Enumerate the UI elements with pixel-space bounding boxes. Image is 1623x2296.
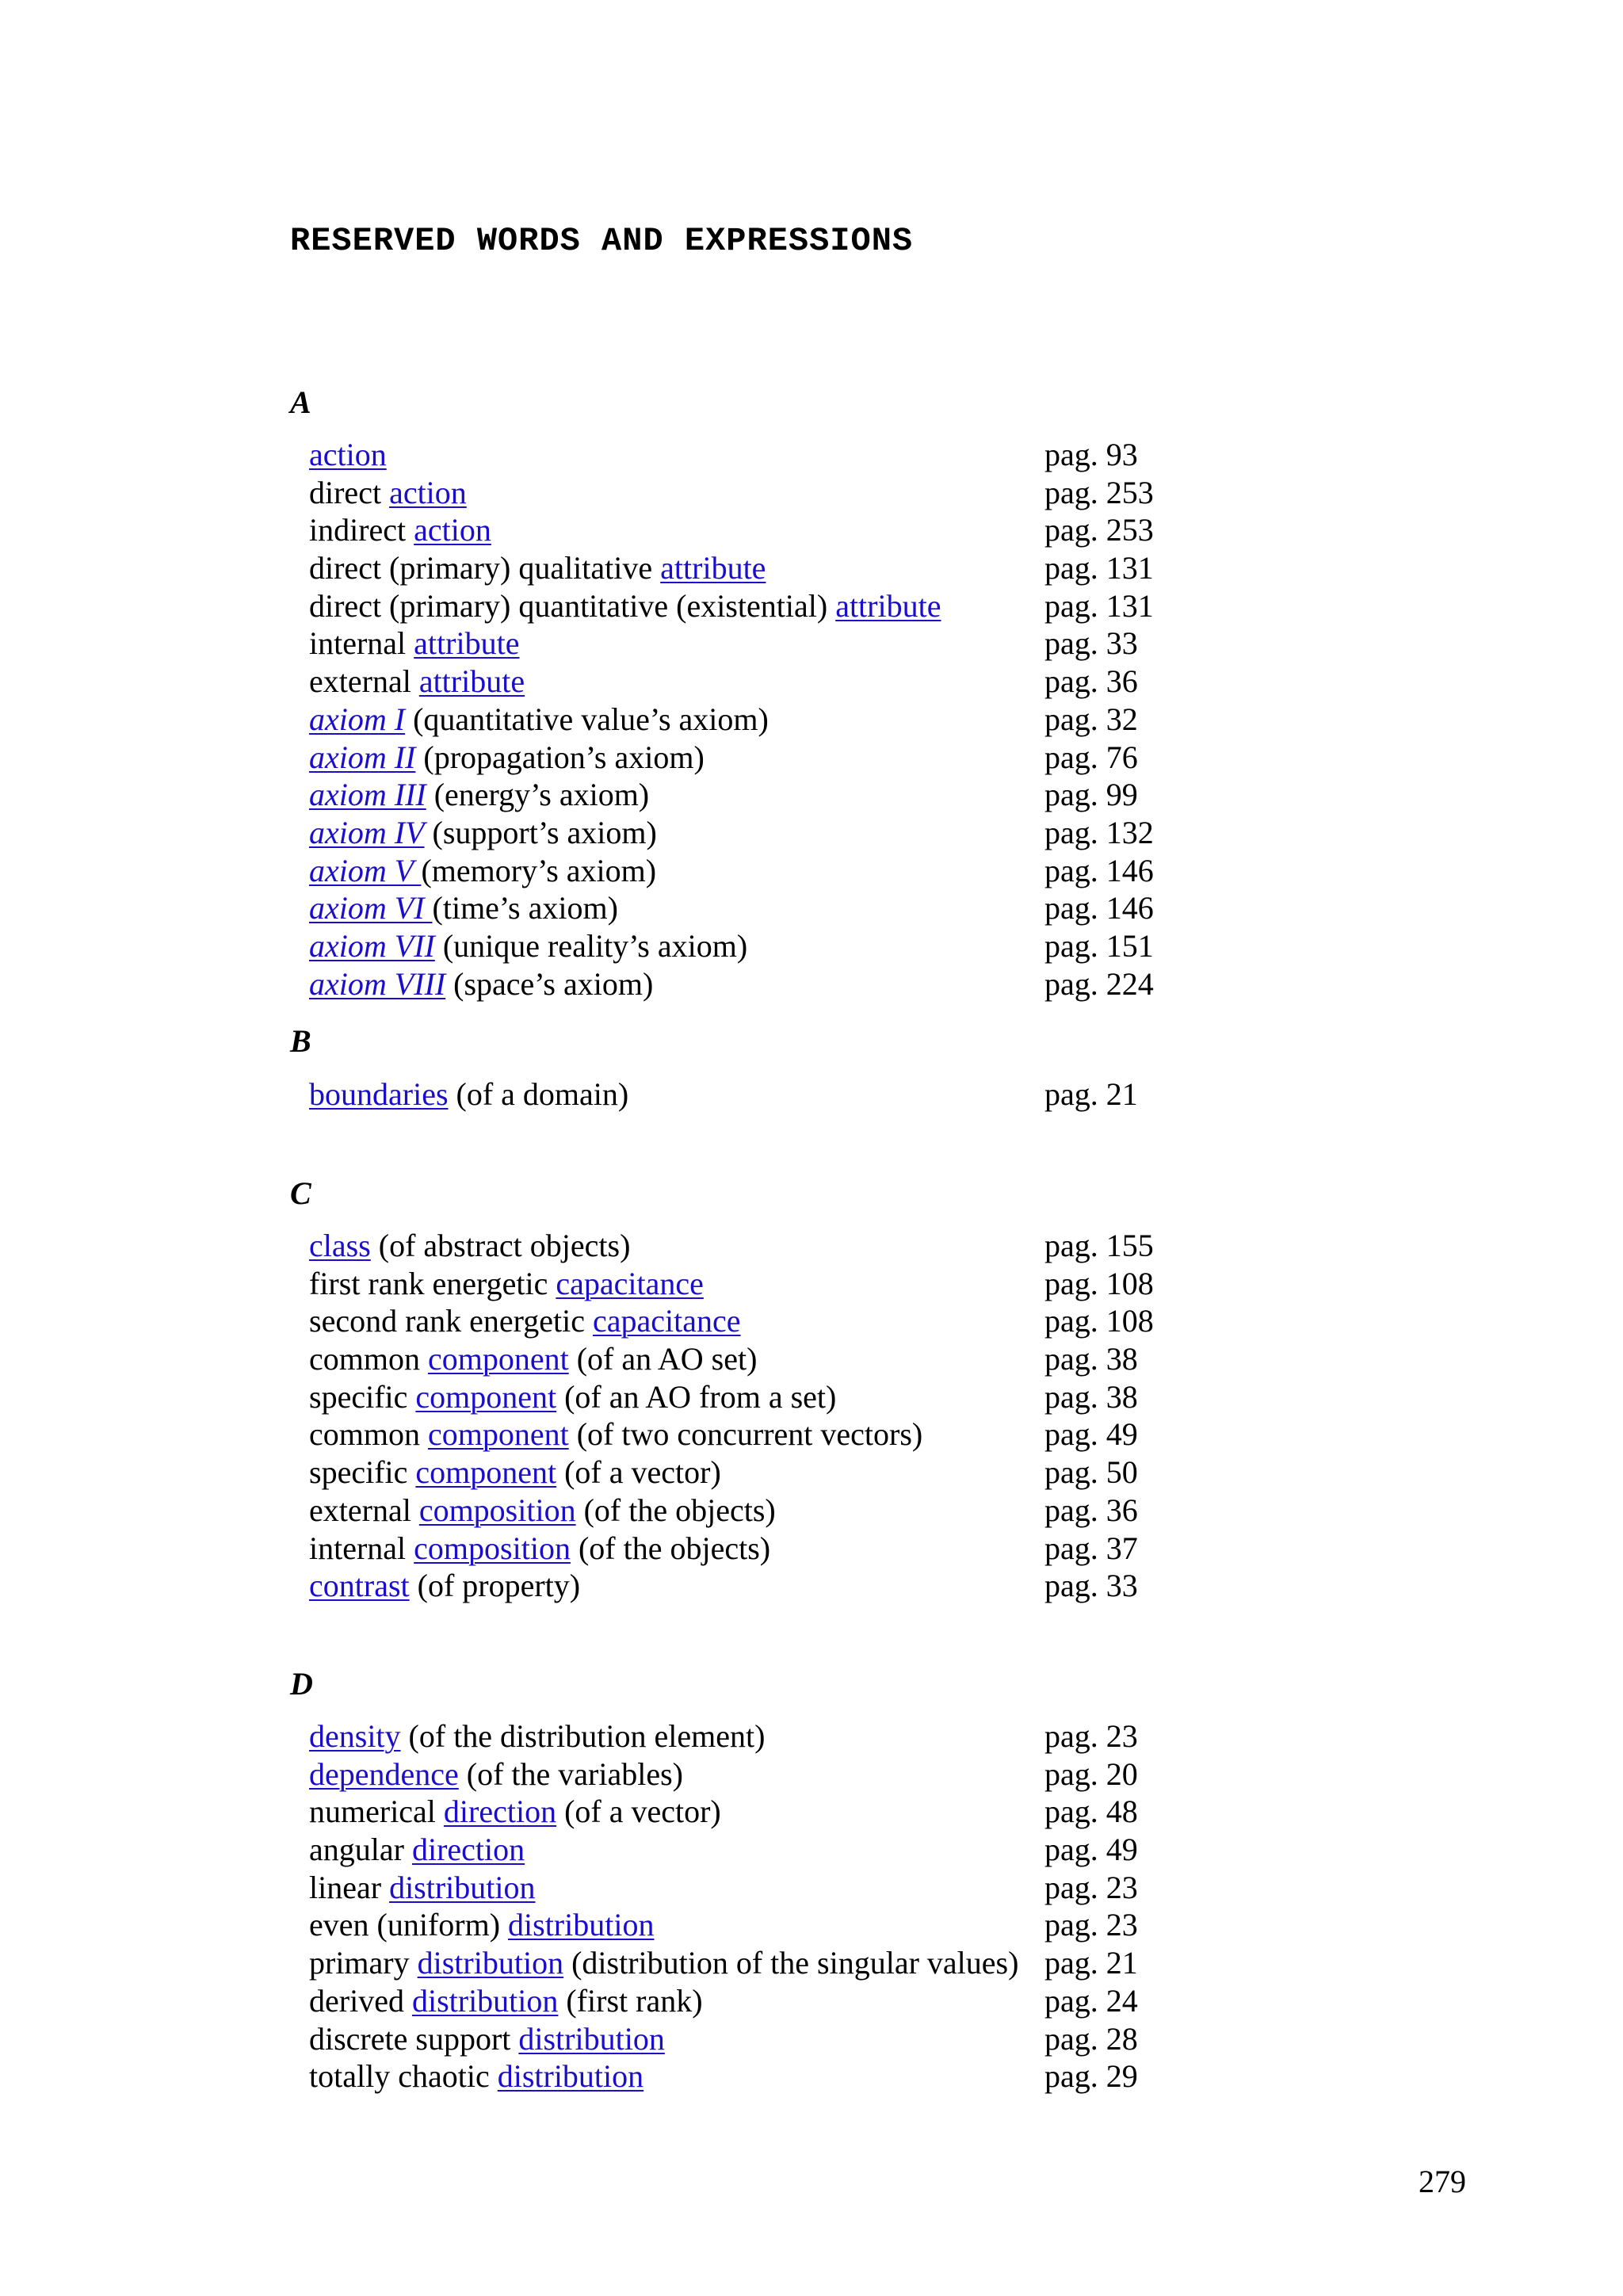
term-link[interactable]: component <box>427 1416 569 1453</box>
page-reference: pag. 108 <box>1044 1265 1154 1301</box>
index-entry <box>309 1492 1220 1530</box>
page-reference: pag. 36 <box>1044 663 1138 700</box>
page-title: RESERVED WORDS AND EXPRESSIONS <box>290 222 914 260</box>
index-term <box>309 889 618 927</box>
page-reference: pag. 24 <box>1044 1982 1138 2019</box>
term-text: linear <box>309 1869 390 1905</box>
page-reference: pag. 23 <box>1044 1869 1138 1905</box>
page-reference: pag. 23 <box>1044 1718 1138 1754</box>
index-term <box>309 1454 721 1492</box>
index-entry <box>309 927 1220 965</box>
index-term <box>309 1869 536 1907</box>
index-entry <box>309 511 1220 549</box>
term-link[interactable]: axiom II <box>309 739 416 775</box>
term-link[interactable]: composition <box>414 1530 571 1566</box>
term-link[interactable]: distribution <box>389 1869 536 1905</box>
term-text: internal <box>309 625 414 662</box>
term-link[interactable]: component <box>415 1454 557 1491</box>
term-text: (of a vector) <box>556 1454 721 1491</box>
term-text: discrete support <box>309 2020 519 2057</box>
index-entry <box>309 1755 1220 1794</box>
term-link[interactable]: component <box>415 1378 557 1415</box>
index-term <box>309 511 491 549</box>
index-entry <box>309 1454 1220 1492</box>
index-term <box>309 1793 721 1831</box>
term-link[interactable]: axiom VII <box>309 927 435 964</box>
index-term <box>309 965 653 1003</box>
section-letter-c: C <box>290 1175 311 1211</box>
term-link[interactable]: density <box>309 1718 401 1754</box>
term-text: totally chaotic <box>309 2058 498 2095</box>
index-term <box>309 1415 922 1454</box>
index-term <box>309 1378 836 1416</box>
page-reference: pag. 76 <box>1044 739 1138 775</box>
index-entry <box>309 776 1220 814</box>
index-entry <box>309 1378 1220 1416</box>
index-term <box>309 1492 776 1530</box>
page-reference: pag. 155 <box>1044 1228 1154 1263</box>
term-link[interactable]: contrast <box>309 1568 410 1604</box>
index-term <box>309 814 657 852</box>
index-entry <box>309 1567 1220 1605</box>
section-letter-a: A <box>290 384 311 420</box>
page-reference: pag. 151 <box>1044 927 1154 964</box>
index-term <box>309 549 766 587</box>
index-entry <box>309 587 1220 625</box>
page-reference: pag. 21 <box>1044 1076 1138 1112</box>
term-text: (of two concurrent vectors) <box>568 1416 923 1453</box>
section-a-entries <box>309 436 1220 1003</box>
index-entry <box>309 889 1220 927</box>
term-link[interactable]: distribution <box>497 2058 644 2095</box>
term-link[interactable]: attribute <box>414 625 520 662</box>
term-link[interactable]: axiom I <box>309 701 406 737</box>
index-term <box>309 1906 654 1944</box>
term-link[interactable]: capacitance <box>593 1303 741 1339</box>
page-reference: pag. 20 <box>1044 1755 1138 1792</box>
page-reference: pag. 253 <box>1044 512 1154 548</box>
term-text: (first rank) <box>558 1982 703 2019</box>
term-text: (distribution of the singular values) <box>563 1945 1019 1981</box>
page-reference: pag. 131 <box>1044 587 1154 624</box>
section-b-entries <box>309 1075 1220 1114</box>
index-entry <box>309 1869 1220 1907</box>
term-text: (of the objects) <box>570 1530 771 1566</box>
term-link[interactable]: axiom VIII <box>309 965 446 1002</box>
term-text: (of the variables) <box>458 1755 683 1792</box>
term-text: (memory’s axiom) <box>421 852 657 888</box>
term-text: (propagation’s axiom) <box>415 739 705 775</box>
index-term <box>309 1944 1018 1982</box>
page-reference: pag. 37 <box>1044 1530 1138 1566</box>
term-text: internal <box>309 1530 414 1566</box>
term-text: external <box>309 1492 419 1528</box>
index-term <box>309 2020 665 2058</box>
index-entry <box>309 1265 1220 1303</box>
page-reference: pag. 32 <box>1044 701 1138 737</box>
page-number: 279 <box>1419 2164 1466 2199</box>
term-link[interactable]: boundaries <box>309 1076 449 1112</box>
term-text: second rank energetic <box>309 1303 593 1339</box>
term-text: derived <box>309 1982 412 2019</box>
term-text: (of a vector) <box>556 1794 721 1830</box>
term-link[interactable]: capacitance <box>556 1265 704 1301</box>
term-text: even (uniform) <box>309 1907 509 1943</box>
term-text: (of an AO from a set) <box>556 1378 837 1415</box>
index-term <box>309 1227 630 1265</box>
index-term <box>309 701 769 739</box>
page-reference: pag. 108 <box>1044 1303 1154 1339</box>
index-entry <box>309 2020 1220 2058</box>
term-link[interactable]: axiom V <box>309 852 422 888</box>
section-letter-b: B <box>290 1023 311 1059</box>
index-entry <box>309 852 1220 890</box>
page-reference: pag. 132 <box>1044 814 1154 850</box>
page-reference: pag. 93 <box>1044 437 1138 472</box>
index-entry <box>309 1415 1220 1454</box>
index-term <box>309 1717 765 1755</box>
index-entry <box>309 1302 1220 1340</box>
term-text: external <box>309 663 419 700</box>
term-text: first rank energetic <box>309 1265 556 1301</box>
index-term <box>309 1567 580 1605</box>
page-reference: pag. 33 <box>1044 1568 1138 1604</box>
term-text: (of a domain) <box>448 1076 629 1112</box>
term-text: indirect <box>309 512 414 548</box>
term-text: common <box>309 1341 428 1377</box>
index-term <box>309 852 656 890</box>
term-text: primary <box>309 1945 418 1981</box>
index-entry <box>309 739 1220 777</box>
term-text: (unique reality’s axiom) <box>434 927 748 964</box>
index-entry <box>309 1793 1220 1831</box>
page-reference: pag. 146 <box>1044 852 1154 888</box>
term-link[interactable]: direction <box>443 1794 557 1830</box>
term-link[interactable]: action <box>389 474 467 510</box>
index-term <box>309 739 705 777</box>
term-text: direct <box>309 474 390 510</box>
term-text: specific <box>309 1378 416 1415</box>
term-link[interactable]: axiom VI <box>309 890 433 926</box>
term-text: (support’s axiom) <box>424 814 657 850</box>
index-entry <box>309 1530 1220 1568</box>
index-term <box>309 776 649 814</box>
term-text: (of an AO set) <box>568 1341 758 1377</box>
index-term <box>309 474 467 512</box>
page-reference: pag. 99 <box>1044 777 1138 813</box>
term-text: direct (primary) quantitative (existential) <box>309 587 836 624</box>
term-link[interactable]: distribution <box>508 1907 655 1943</box>
term-text: (quantitative value’s axiom) <box>405 701 769 737</box>
page-reference: pag. 36 <box>1044 1492 1138 1528</box>
term-text: angular <box>309 1832 412 1868</box>
index-term <box>309 625 519 663</box>
index-entry <box>309 1227 1220 1265</box>
term-text: (of the distribution element) <box>400 1718 766 1754</box>
index-term <box>309 663 525 701</box>
page-reference: pag. 21 <box>1044 1945 1138 1981</box>
term-link[interactable]: action <box>414 512 491 548</box>
index-entry <box>309 1717 1220 1755</box>
section-c-entries <box>309 1227 1220 1605</box>
index-entry <box>309 965 1220 1003</box>
term-link[interactable]: component <box>427 1341 569 1377</box>
index-entry <box>309 814 1220 852</box>
term-text: (energy’s axiom) <box>426 777 650 813</box>
page-reference: pag. 253 <box>1044 474 1154 510</box>
page-reference: pag. 49 <box>1044 1416 1138 1453</box>
index-term <box>309 1302 741 1340</box>
index-entry <box>309 1340 1220 1378</box>
index-term <box>309 1530 770 1568</box>
term-link[interactable]: attribute <box>660 550 766 586</box>
term-text: (of abstract objects) <box>370 1228 631 1263</box>
page-reference: pag. 38 <box>1044 1378 1138 1415</box>
term-text: (space’s axiom) <box>445 965 654 1002</box>
index-entry <box>309 1982 1220 2020</box>
term-link[interactable]: direction <box>411 1832 525 1868</box>
index-entry <box>309 625 1220 663</box>
index-entry <box>309 701 1220 739</box>
page-reference: pag. 33 <box>1044 625 1138 662</box>
section-d-entries <box>309 1717 1220 2095</box>
index-term <box>309 1982 703 2020</box>
term-link[interactable]: distribution <box>518 2020 665 2057</box>
index-entry <box>309 1944 1220 1982</box>
index-entry <box>309 436 1220 474</box>
index-entry <box>309 1075 1220 1114</box>
page-reference: pag. 224 <box>1044 965 1154 1002</box>
term-link[interactable]: attribute <box>418 663 525 700</box>
term-text: specific <box>309 1454 416 1491</box>
term-link[interactable]: distribution <box>411 1982 559 2019</box>
term-link[interactable]: dependence <box>309 1755 459 1792</box>
term-link[interactable]: axiom III <box>309 777 426 813</box>
term-text: direct (primary) qualitative <box>309 550 661 586</box>
page-reference: pag. 29 <box>1044 2058 1138 2095</box>
index-entry <box>309 1831 1220 1869</box>
index-term <box>309 2057 643 2095</box>
index-entry <box>309 663 1220 701</box>
page-reference: pag. 28 <box>1044 2020 1138 2057</box>
index-term <box>309 1831 525 1869</box>
term-text: (of the objects) <box>575 1492 776 1528</box>
term-link[interactable]: attribute <box>835 587 941 624</box>
index-term <box>309 436 387 474</box>
term-text: common <box>309 1416 428 1453</box>
index-entry <box>309 549 1220 587</box>
page-reference: pag. 146 <box>1044 890 1154 926</box>
index-term <box>309 1340 757 1378</box>
term-link[interactable]: class <box>309 1228 371 1263</box>
term-link[interactable]: distribution <box>417 1945 564 1981</box>
term-text: numerical <box>309 1794 444 1830</box>
index-term <box>309 1075 628 1114</box>
page-reference: pag. 131 <box>1044 550 1154 586</box>
index-term <box>309 1755 683 1794</box>
index-entry <box>309 2057 1220 2095</box>
term-link[interactable]: axiom IV <box>309 814 425 850</box>
page-reference: pag. 48 <box>1044 1794 1138 1830</box>
term-text: (of property) <box>409 1568 581 1604</box>
page-reference: pag. 38 <box>1044 1341 1138 1377</box>
term-text: (time’s axiom) <box>432 890 618 926</box>
index-entry <box>309 474 1220 512</box>
section-letter-d: D <box>290 1666 313 1702</box>
term-link[interactable]: action <box>309 437 387 472</box>
term-link[interactable]: composition <box>418 1492 576 1528</box>
page-reference: pag. 49 <box>1044 1832 1138 1868</box>
index-entry <box>309 1906 1220 1944</box>
index-term <box>309 927 747 965</box>
page-reference: pag. 50 <box>1044 1454 1138 1491</box>
index-term <box>309 587 941 625</box>
index-term <box>309 1265 704 1303</box>
page-reference: pag. 23 <box>1044 1907 1138 1943</box>
